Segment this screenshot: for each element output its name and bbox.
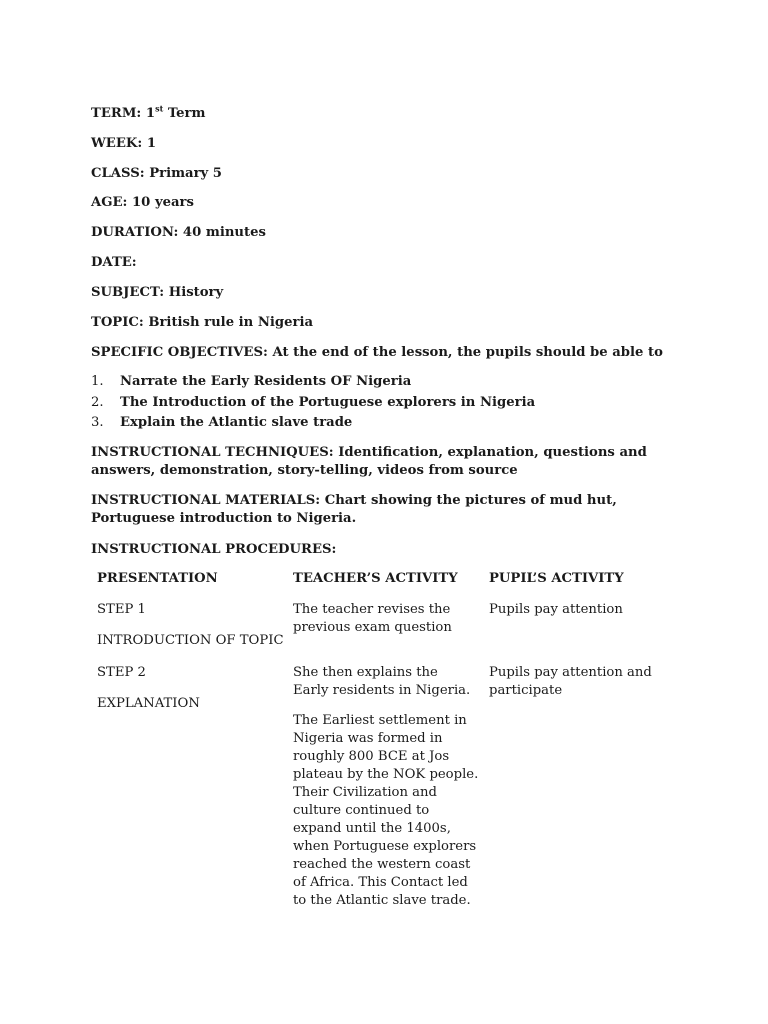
topic-line: TOPIC: British rule in Nigeria [91,315,314,330]
table-header-teacher-activity: TEACHER’S ACTIVITY [293,571,458,586]
date-line: DATE: [91,255,137,270]
term-text: TERM: 1 [91,106,156,121]
specific-objectives-line: SPECIFIC OBJECTIVES: At the end of the lesson, the pupils should be able to [91,345,663,360]
step2-teacher-activity: She then explains the Early residents in Nigeria. [293,665,471,698]
term-suffix: Term [163,106,206,121]
objective-item [91,394,535,412]
objective-text: Explain the Atlantic slave trade [120,415,353,430]
objective-item [91,373,411,391]
subject-line: SUBJECT: History [91,285,224,300]
instructional-techniques: INSTRUCTIONAL TECHNIQUES: Identification, explanation, questions and answers, demonstration, story-telling, videos from source [91,445,647,478]
table-header-presentation: PRESENTATION [97,571,218,586]
step2-title: EXPLANATION [97,696,200,711]
term-superscript: st [155,103,164,114]
table-header-pupil-activity: PUPIL’S ACTIVITY [489,571,624,586]
term-line [91,105,205,123]
step1-pupil-activity: Pupils pay attention [489,602,623,617]
step1-teacher-activity: The teacher revises the previous exam question [293,602,452,635]
instructional-materials: INSTRUCTIONAL MATERIALS: Chart showing the pictures of mud hut, Portuguese introduction to Nigeria. [91,493,617,526]
objective-item [91,414,352,432]
class-line: CLASS: Primary 5 [91,166,222,181]
step1-title: INTRODUCTION OF TOPIC [97,633,284,648]
step2-pupil-activity: Pupils pay attention and participate [489,665,652,698]
step1-label: STEP 1 [97,602,146,617]
step2-teacher-detail: The Earliest settlement in Nigeria was formed in roughly 800 BCE at Jos plateau by the NOK people. Their Civilization and culture continued to expand until the 1400s, when Portuguese explorers reached the western coast of Africa. This Contact led to the Atlantic slave trade. [293,713,479,908]
step2-label: STEP 2 [97,665,146,680]
objective-number: 1. [91,374,104,389]
objective-text: The Introduction of the Portuguese explorers in Nigeria [120,395,536,410]
duration-line: DURATION: 40 minutes [91,225,266,240]
objective-number: 3. [91,415,104,430]
objective-number: 2. [91,395,104,410]
week-line: WEEK: 1 [91,136,157,151]
objective-text: Narrate the Early Residents OF Nigeria [120,374,412,389]
instructional-procedures-title: INSTRUCTIONAL PROCEDURES: [91,542,337,557]
age-line: AGE: 10 years [91,195,194,210]
